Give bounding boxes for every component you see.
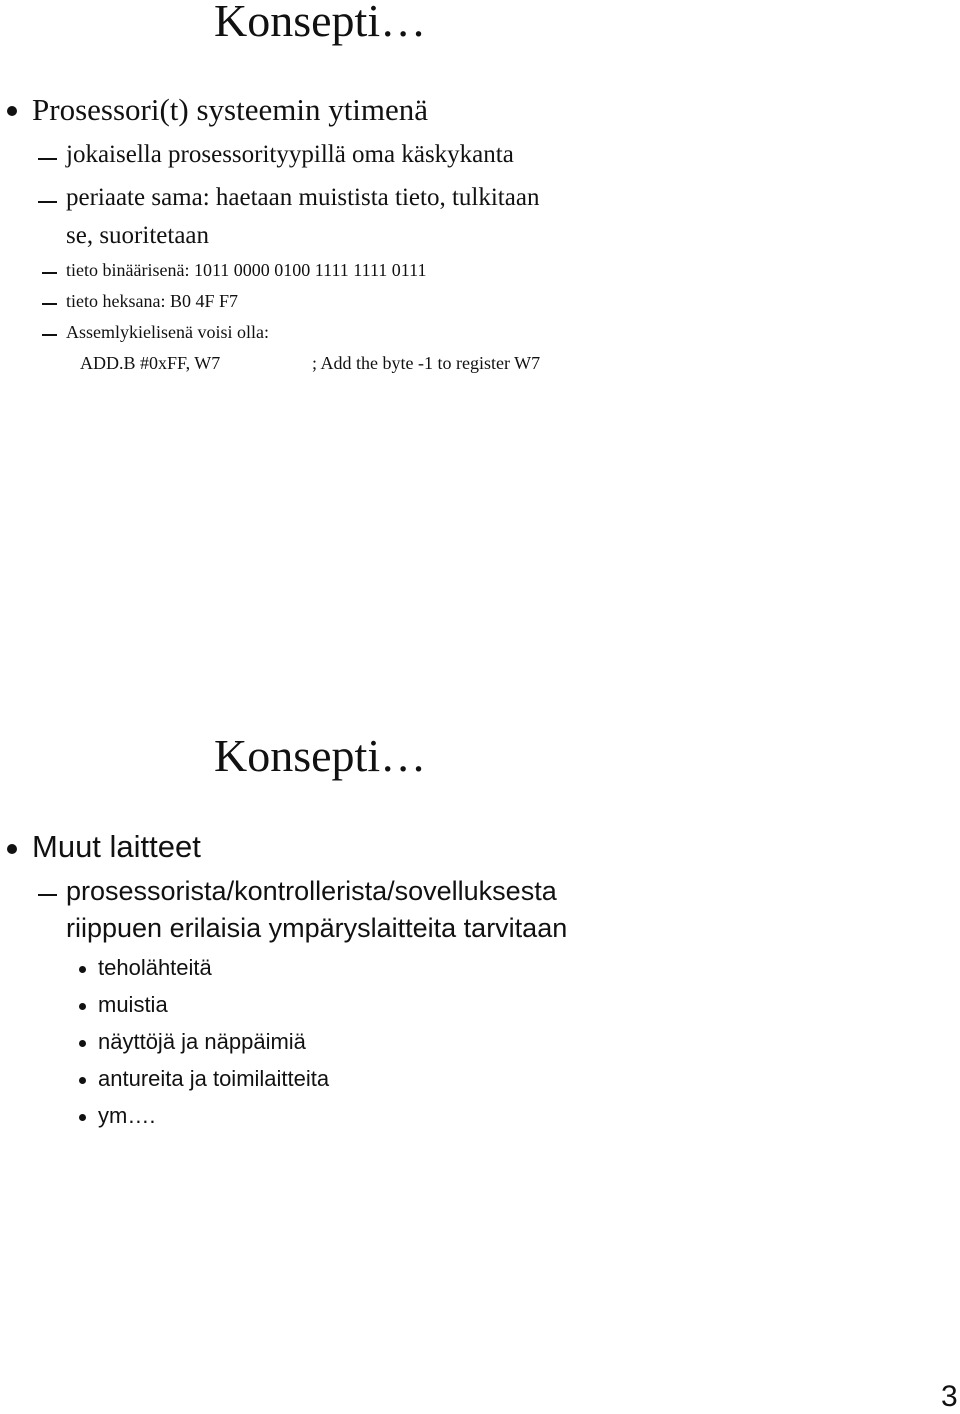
bullet-icon — [79, 1077, 86, 1084]
bullet-icon — [79, 966, 86, 973]
code-text: ADD.B #0xFF, W7 — [80, 353, 221, 373]
detail-text: tieto binäärisenä: 1011 0000 0100 1111 1111 0111 — [66, 260, 427, 280]
detail-text: Assemlykielisenä voisi olla: — [66, 322, 269, 342]
dash-icon — [38, 201, 57, 203]
sub-bullet-text-cont: riippuen erilaisia ympäryslaitteita tarvitaan — [66, 913, 568, 943]
bullet-icon — [79, 1003, 86, 1010]
dash-icon — [38, 894, 57, 896]
dash-icon — [42, 303, 57, 305]
slide-title: Konsepti… — [214, 730, 427, 781]
bullet-text: Muut laitteet — [32, 829, 201, 864]
bullet-icon — [7, 106, 17, 116]
bullet-text: Prosessori(t) systeemin ytimenä — [32, 92, 429, 127]
dash-icon — [38, 158, 57, 160]
sub-bullet-text: periaate sama: haetaan muistista tieto, tulkitaan — [66, 184, 540, 211]
list-item: teholähteitä — [98, 955, 212, 980]
list-item: antureita ja toimilaitteita — [98, 1066, 330, 1091]
sub-bullet-text-cont: se, suoritetaan — [66, 222, 210, 249]
sub-bullet-text: prosessorista/kontrollerista/sovelluksesta — [66, 876, 557, 906]
bullet-icon — [79, 1040, 86, 1047]
list-item: muistia — [98, 992, 168, 1017]
dash-icon — [42, 334, 57, 336]
bullet-icon — [7, 844, 17, 854]
bullet-icon — [79, 1114, 86, 1121]
sub-bullet-text: jokaisella prosessorityypillä oma käskykanta — [66, 141, 514, 168]
page-number: 3 — [941, 1380, 958, 1413]
code-comment: ; Add the byte -1 to register W7 — [312, 353, 541, 373]
list-item: ym…. — [98, 1103, 156, 1128]
slide-title: Konsepti… — [214, 0, 427, 46]
detail-text: tieto heksana: B0 4F F7 — [66, 291, 238, 311]
list-item: näyttöjä ja näppäimiä — [98, 1029, 306, 1054]
dash-icon — [42, 272, 57, 274]
